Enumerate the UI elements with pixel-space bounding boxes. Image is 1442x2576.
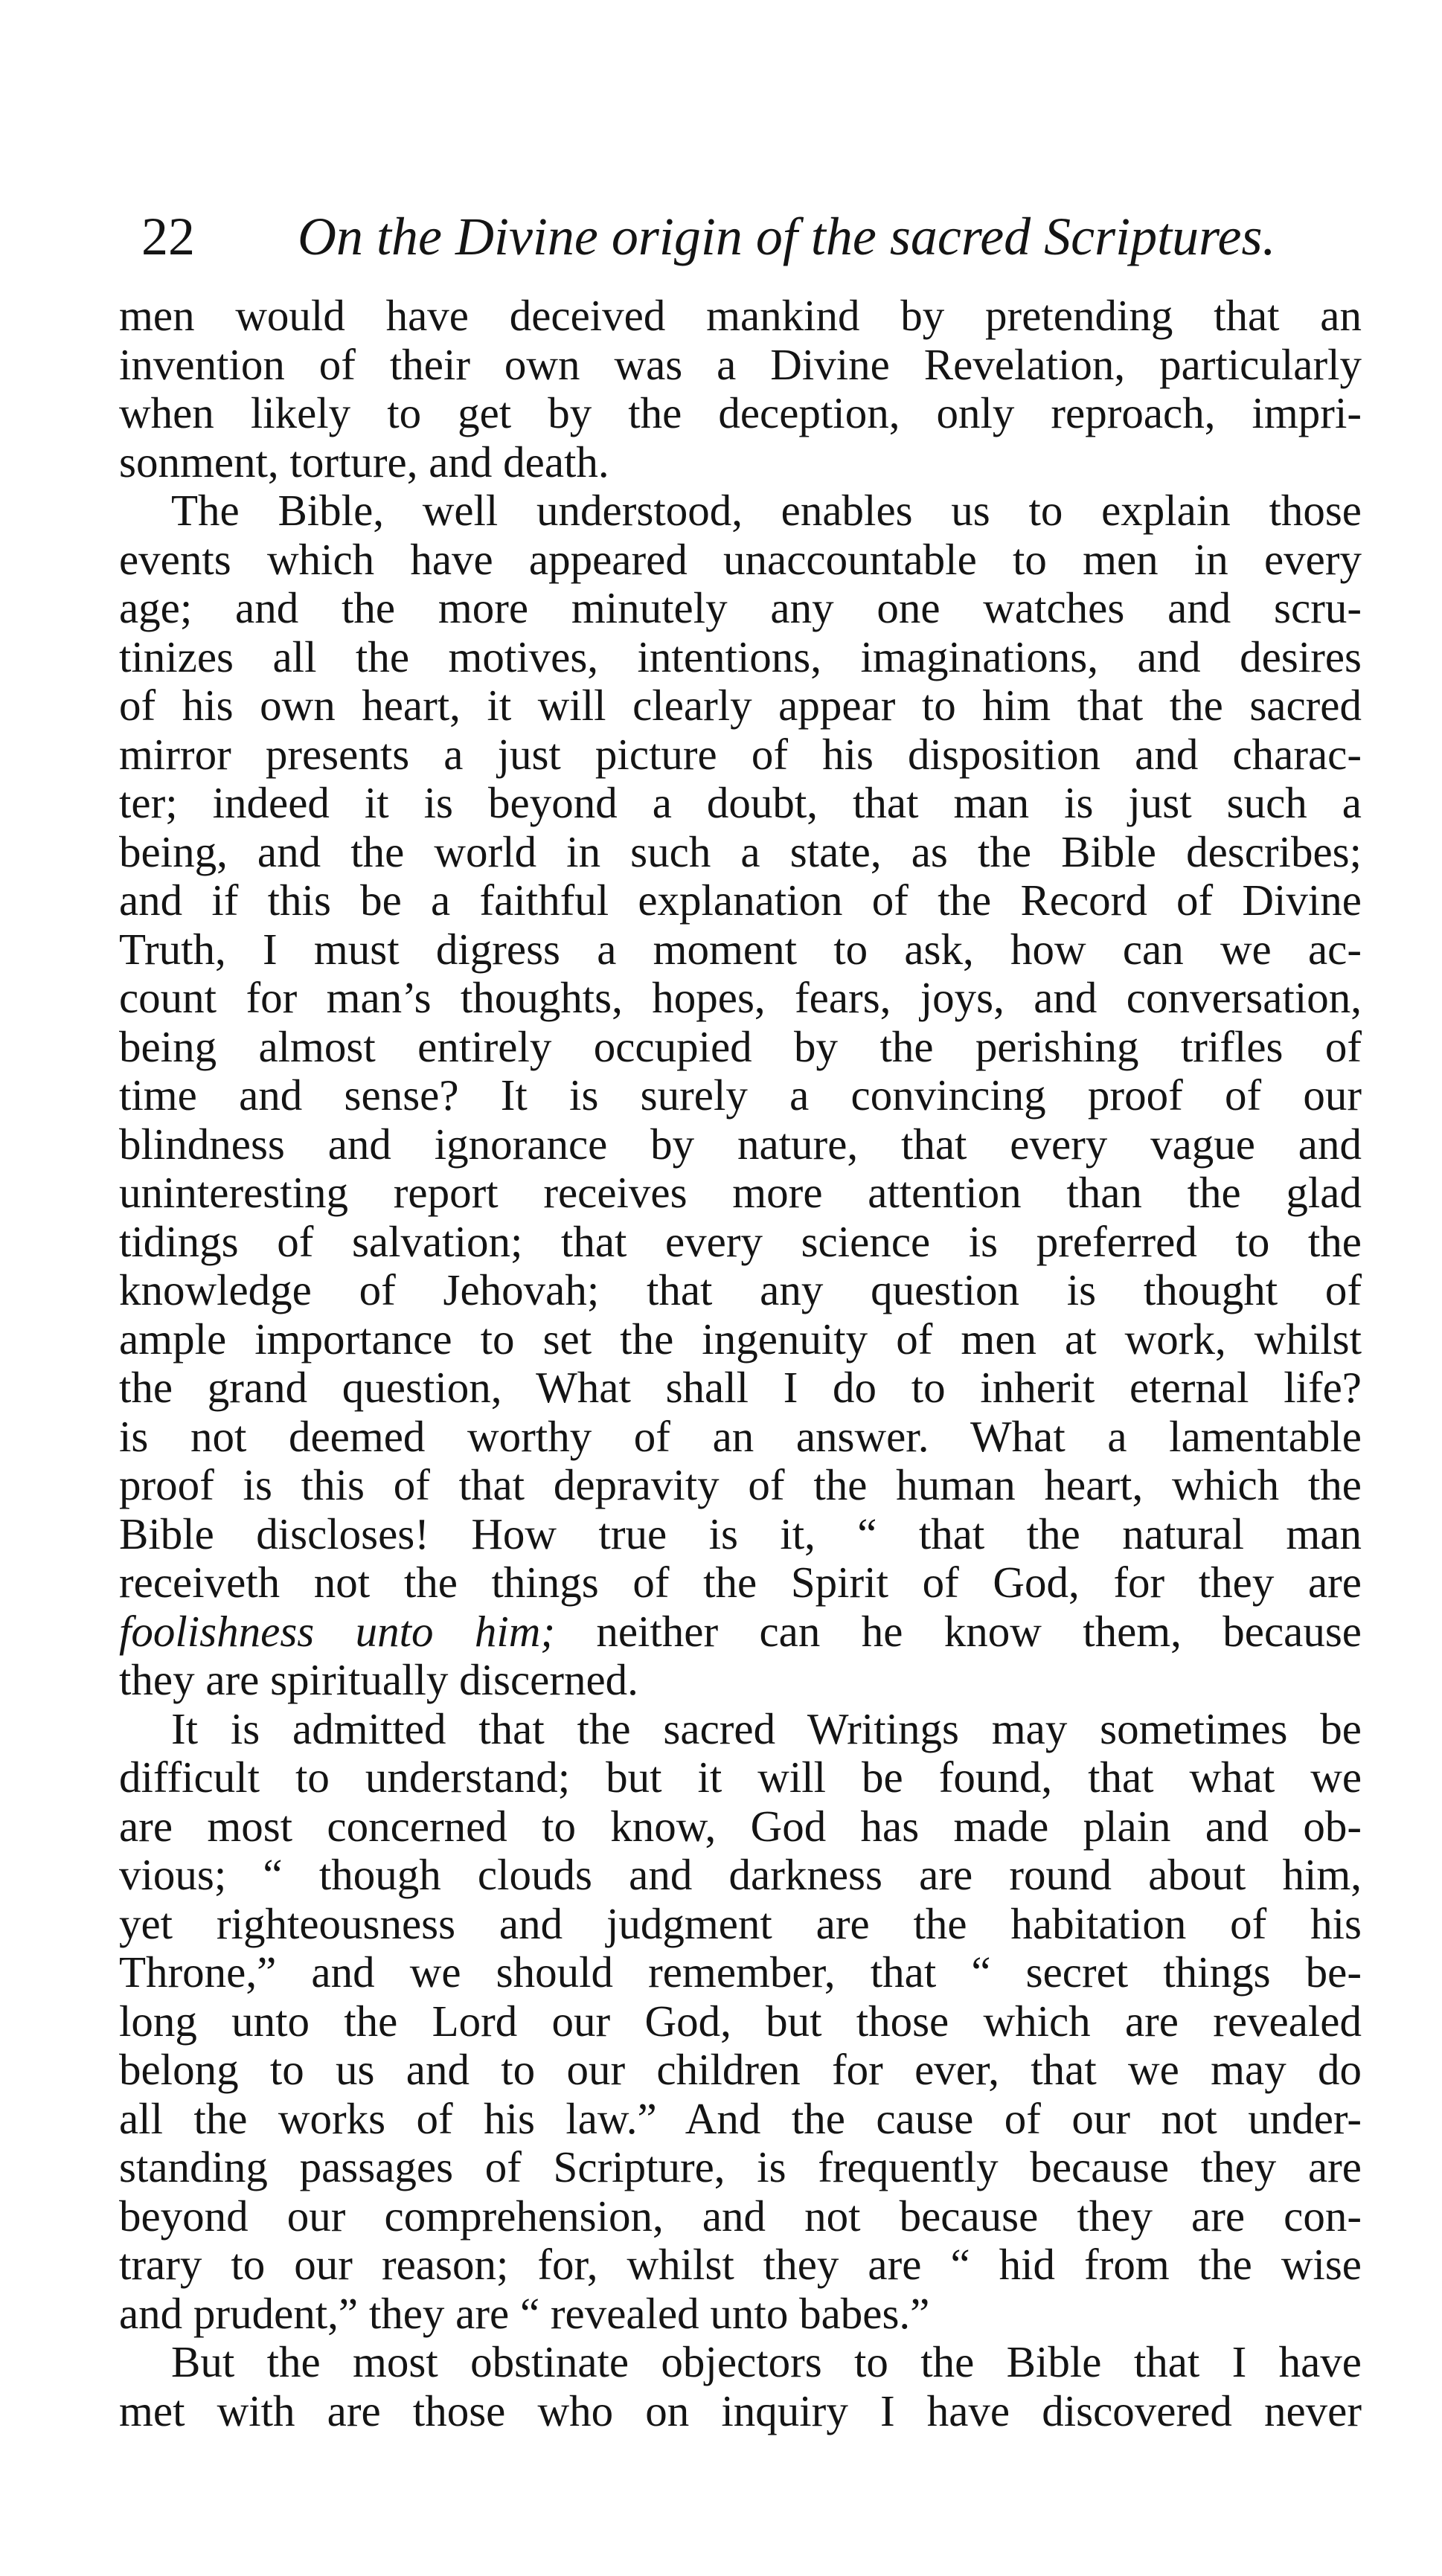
text-line: long unto the Lord our God, but those which are revealed — [119, 1997, 1362, 2046]
text-line: events which have appeared unaccountable to men in every — [119, 535, 1362, 584]
text-line: and if this be a faithful explanation of the Record of Divine — [119, 876, 1362, 925]
text-line: proof is this of that depravity of the human heart, which the — [119, 1461, 1362, 1509]
text-line: age; and the more minutely any one watches and scru- — [119, 584, 1362, 632]
text-line: uninteresting report receives more attention than the glad — [119, 1169, 1362, 1217]
running-head — [141, 199, 1302, 274]
text-line: of his own heart, it will clearly appear to him that the sacred — [119, 681, 1362, 730]
text-line: sonment, torture, and death. — [119, 437, 609, 486]
body-text — [119, 292, 1362, 2435]
text-line: count for man’s thoughts, hopes, fears, joys, and conversation, — [119, 974, 1362, 1022]
text-line — [119, 1607, 1362, 1657]
text-line: is not deemed worthy of an answer. What a lamentable — [119, 1412, 1362, 1461]
text-line: The Bible, well understood, enables us to explain those — [171, 486, 1362, 535]
text-line: being almost entirely occupied by the perishing trifles of — [119, 1022, 1362, 1071]
text-line: Bible discloses! How true is it, “ that the natural man — [119, 1509, 1362, 1558]
page-number: 22 — [141, 207, 195, 266]
text-line: ample importance to set the ingenuity of men at work, whilst — [119, 1314, 1362, 1364]
running-title: On the Divine origin of the sacred Scriptures. — [298, 207, 1276, 266]
text-line: It is admitted that the sacred Writings may sometimes be — [171, 1704, 1362, 1753]
text-line: beyond our comprehension, and not because they are con- — [119, 2191, 1362, 2241]
italic-phrase: foolishness unto him; — [119, 1607, 555, 1656]
text-line: being, and the world in such a state, as the Bible describes; — [119, 827, 1362, 876]
paragraph — [119, 292, 1362, 486]
text-line: they are spiritually discerned. — [119, 1656, 638, 1704]
text-line: invention of their own was a Divine Revelation, particularly — [119, 340, 1362, 389]
text-line: mirror presents a just picture of his disposition and charac- — [119, 730, 1362, 779]
text-line: and prudent,” they are “ revealed unto babes.” — [119, 2289, 930, 2338]
text-segment: neither can he know them, because — [554, 1607, 1362, 1656]
text-line: time and sense? It is surely a convincing proof of our — [119, 1071, 1362, 1120]
text-line: receiveth not the things of the Spirit of God, for they are — [119, 1558, 1362, 1607]
text-line: difficult to understand; but it will be found, that what we — [119, 1753, 1362, 1802]
text-line: blindness and ignorance by nature, that every vague and — [119, 1120, 1362, 1169]
text-line: the grand question, What shall I do to inherit eternal life? — [119, 1364, 1362, 1412]
text-line: tidings of salvation; that every science is preferred to the — [119, 1217, 1362, 1266]
text-line: belong to us and to our children for ever, that we may do — [119, 2046, 1362, 2094]
text-line: trary to our reason; for, whilst they are “ hid from the wise — [119, 2241, 1362, 2289]
text-line: are most concerned to know, God has made plain and ob- — [119, 1802, 1362, 1851]
paragraph — [119, 1705, 1362, 2339]
text-line: when likely to get by the deception, only reproach, impri- — [119, 389, 1362, 437]
text-line: Truth, I must digress a moment to ask, how can we ac- — [119, 925, 1362, 974]
paragraph — [119, 2338, 1362, 2435]
text-line: all the works of his law.” And the cause of our not under- — [119, 2094, 1362, 2143]
text-line: tinizes all the motives, intentions, imaginations, and desires — [119, 632, 1362, 681]
text-line: vious; “ though clouds and darkness are round about him, — [119, 1851, 1362, 1899]
text-line: knowledge of Jehovah; that any question is thought of — [119, 1266, 1362, 1314]
paragraph — [119, 486, 1362, 1705]
text-line: standing passages of Scripture, is frequently because they are — [119, 2143, 1362, 2191]
text-line: ter; indeed it is beyond a doubt, that man is just such a — [119, 779, 1362, 827]
text-line: yet righteousness and judgment are the habitation of his — [119, 1899, 1362, 1948]
text-line: But the most obstinate objectors to the Bible that I have — [171, 2338, 1362, 2386]
text-line: Throne,” and we should remember, that “ secret things be- — [119, 1948, 1362, 1997]
text-line: met with are those who on inquiry I have discovered never — [119, 2386, 1362, 2435]
text-line: men would have deceived mankind by pretending that an — [119, 292, 1362, 340]
